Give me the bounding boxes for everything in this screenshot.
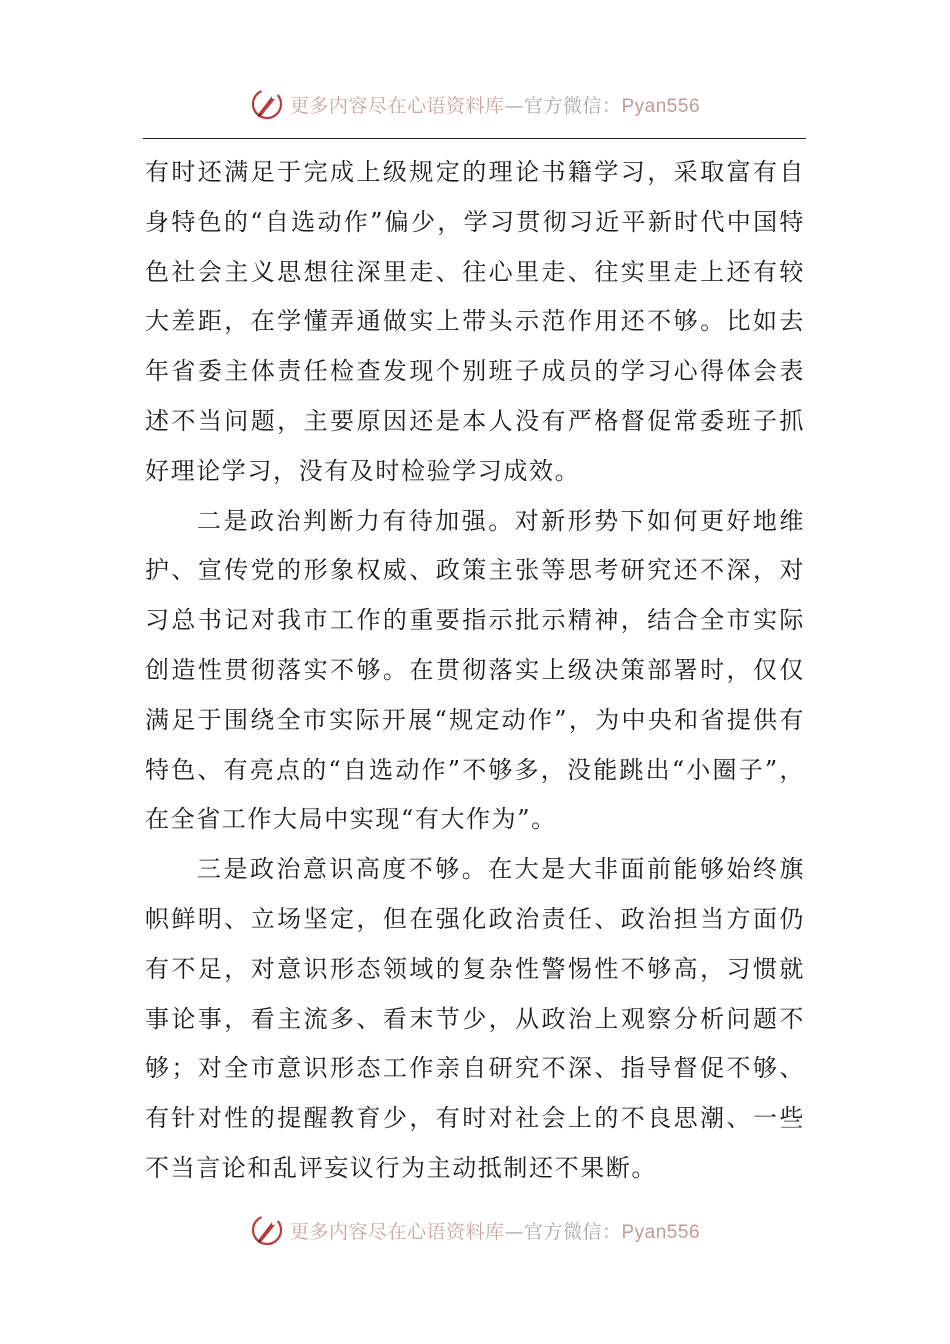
pen-logo-icon — [250, 1213, 284, 1247]
footer-brand: 更多内容尽在心语资料库 — [289, 1220, 505, 1243]
paragraph-3: 三是政治意识高度不够。在大是大非面前能够始终旗帜鲜明、立场坚定，但在强化政治责任、政治担当方面仍有不足，对意识形态领域的复杂性警惕性不够高，习惯就事论事，看主流多、看末节少，从政治上观察分析问题不够；对全市意识形态工作亲自研究不深、指导督促不够、有针对性的提醒教育少，有时对社会上的不良思潮、一些不当言论和乱评妄议行为主动抵制还不果断。 — [145, 855, 805, 1182]
header-dash: — — [504, 94, 524, 117]
header-wechat-id: Pyan556 — [621, 95, 701, 117]
footer-dash: — — [504, 1220, 524, 1243]
header-banner-text — [290, 91, 700, 118]
header-rule — [143, 138, 806, 139]
footer-banner — [0, 1210, 950, 1250]
footer-banner-text — [290, 1217, 700, 1244]
paragraph-2: 二是政治判断力有待加强。对新形势下如何更好地维护、宣传党的形象权威、政策主张等思考研究还不深，对习总书记对我市工作的重要指示批示精神，结合全市实际创造性贯彻落实不够。在贯彻落实上级决策部署时，仅仅满足于围绕全市实际开展“规定动作”，为中央和省提供有特色、有亮点的“自选动作”不够多，没能跳出“小圈子”，在全省工作大局中实现“有大作为”。 — [145, 506, 805, 834]
footer-wechat-id: Pyan556 — [621, 1221, 701, 1243]
pen-logo-icon — [250, 87, 284, 121]
footer-wechat-label: 官方微信： — [523, 1220, 622, 1243]
document-body — [145, 148, 805, 1194]
header-wechat-label: 官方微信： — [523, 94, 622, 117]
paragraph-1: 有时还满足于完成上级规定的理论书籍学习，采取富有自身特色的“自选动作”偏少，学习贯彻习近平新时代中国特色社会主义思想往深里走、往心里走、往实里走上还有较大差距，在学懂弄通做实上带头示范作用还不够。比如去年省委主体责任检查发现个别班子成员的学习心得体会表述不当问题，主要原因还是本人没有严格督促常委班子抓好理论学习，没有及时检验学习成效。 — [145, 158, 805, 485]
header-brand: 更多内容尽在心语资料库 — [289, 94, 505, 117]
header-banner — [0, 84, 950, 124]
